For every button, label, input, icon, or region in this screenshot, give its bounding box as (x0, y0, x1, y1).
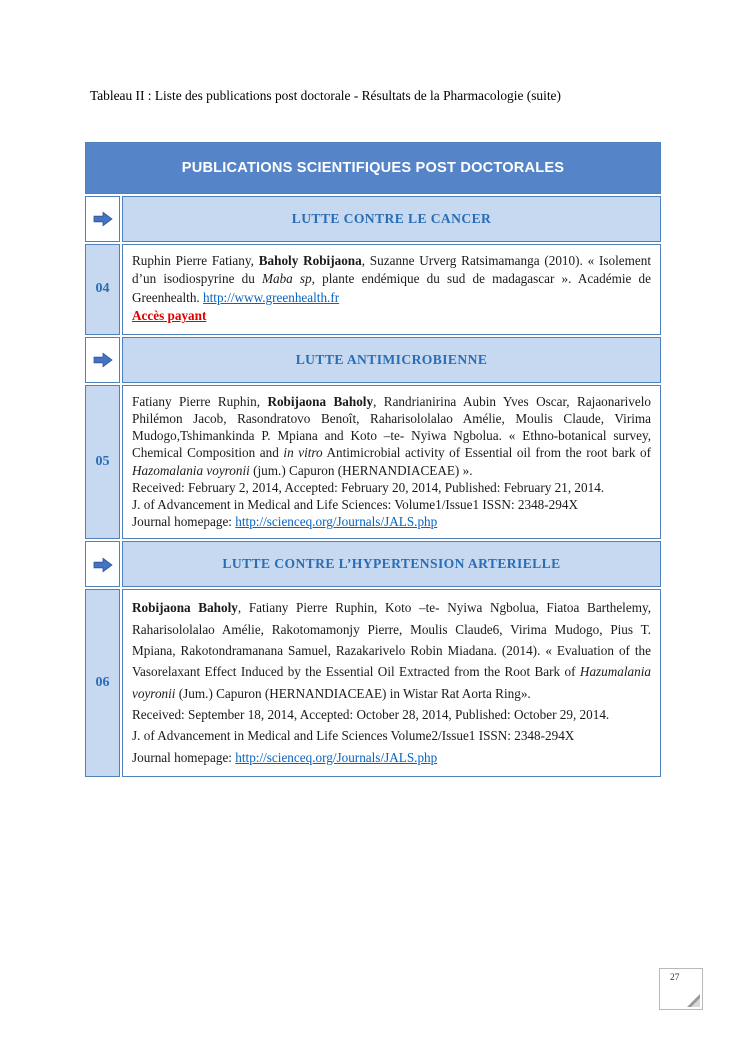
page-number: 27 (670, 973, 680, 983)
arrow-cell (85, 541, 120, 587)
text-segment: (jum.) Capuron (HERNANDIACEAE) ». (249, 462, 473, 478)
text-segment: , Randrianirina Aubin Yves Oscar, Rajaonarivelo Philémon Jacob, Rasondratovo Benoît, Raharisololalao Amélie, Moulis Claude, Virima Mudogo,Tshimankinda P. Mpiana and Koto –te- Nyiwa Ngbolua. « Ethno-botanical survey, Chemical Composition and (132, 393, 651, 461)
row-number-04: 04 (85, 244, 120, 335)
text-segment: J. of Advancement in Medical and Life Sciences Volume2/Issue1 ISSN: 2348-294X (132, 728, 575, 744)
publication-text-06 (122, 589, 661, 777)
text-segment: , Fatiany Pierre Ruphin, Koto –te- Nyiwa Ngbolua, Fiatoa Barthelemy, Raharisololalao Amélie, Rakotomamonjy Pierre, Moulis Claude6, Virima Mudogo, Pius T. Mpiana, Rakotondramanana Samuel, Razakarivelo Robin Miadana. (2014). « Evaluation of the Vasorelaxant Effect Induced by the Essential Oil Extracted from the Root Bark of (132, 600, 651, 680)
text-segment: Baholy Robijaona (258, 253, 362, 268)
text-segment: Journal homepage: (132, 749, 236, 765)
hyperlink[interactable]: http://www.greenhealth.fr (203, 289, 340, 305)
access-payant-link[interactable]: Accès payant (132, 308, 207, 324)
section-title-antimicrobial: LUTTE ANTIMICROBIENNE (122, 337, 661, 383)
section-row-cancer (85, 196, 661, 242)
hyperlink[interactable]: http://scienceq.org/Journals/JALS.php (235, 514, 438, 530)
text-segment: Received: September 18, 2014, Accepted: October 28, 2014, Published: October 29, 2014. (132, 707, 610, 723)
text-segment: Hazumalania voyronii (132, 664, 651, 701)
row-number-06: 06 (85, 589, 120, 777)
text-segment: Received: February 2, 2014, Accepted: February 20, 2014, Published: February 21, 2014. (132, 479, 605, 495)
publication-text-05 (122, 385, 661, 539)
section-title-cancer: LUTTE CONTRE LE CANCER (122, 196, 661, 242)
text-segment: Maba sp (261, 271, 312, 287)
text-segment: Ruphin Pierre Fatiany, (132, 253, 259, 268)
arrow-cell (85, 337, 120, 383)
publication-row-06 (85, 589, 661, 777)
text-segment: , Suzanne Urverg Ratsimamanga (2010). « Isolement d’un isodiospyrine du (132, 253, 651, 287)
text-segment: Journal homepage: (132, 514, 236, 530)
publications-table (83, 140, 663, 779)
publication-text-04 (122, 244, 661, 335)
hyperlink[interactable]: http://scienceq.org/Journals/JALS.php (235, 749, 438, 765)
text-segment: J. of Advancement in Medical and Life Sciences: Volume1/Issue1 ISSN: 2348-294X (132, 496, 578, 512)
publication-row-05 (85, 385, 661, 539)
text-segment: Fatiany Pierre Ruphin, (132, 393, 268, 409)
right-arrow-icon (93, 557, 113, 573)
section-row-hypertension (85, 541, 661, 587)
row-number-05: 05 (85, 385, 120, 539)
section-row-antimicrobial (85, 337, 661, 383)
table-header-row (85, 142, 661, 194)
text-segment: (Jum.) Capuron (HERNANDIACEAE) in Wistar Rat Aorta Ring». (175, 685, 531, 701)
right-arrow-icon (93, 211, 113, 227)
text-segment: Hazomalania voyronii (132, 462, 250, 478)
table-title: PUBLICATIONS SCIENTIFIQUES POST DOCTORALES (85, 142, 661, 194)
text-segment: Antimicrobial activity of Essential oil from the root bark of (322, 445, 651, 461)
arrow-cell (85, 196, 120, 242)
page-number-box (659, 968, 703, 1010)
page-fold-icon-highlight (691, 998, 700, 1007)
text-segment: , plante endémique du sud de madagascar ». Académie de Greenhealth. (132, 271, 651, 305)
section-title-hypertension: LUTTE CONTRE L’HYPERTENSION ARTERIELLE (122, 541, 661, 587)
text-segment: Robijaona Baholy (267, 393, 374, 409)
text-segment: in vitro (283, 445, 323, 461)
right-arrow-icon (93, 352, 113, 368)
text-segment: Robijaona Baholy (132, 600, 238, 616)
publication-row-04 (85, 244, 661, 335)
table-caption: Tableau II : Liste des publications post doctorale - Résultats de la Pharmacologie (suite) (90, 88, 561, 103)
